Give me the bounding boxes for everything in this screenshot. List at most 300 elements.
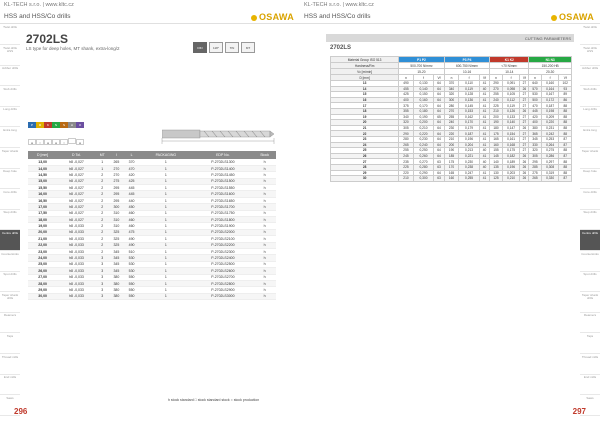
cut-cell: 570 xyxy=(529,86,541,92)
cut-cell: 0,170 xyxy=(459,120,480,126)
table-cell: 1 xyxy=(139,197,192,203)
table-cell: 1 xyxy=(139,268,192,274)
cut-cell: 65 xyxy=(434,114,444,120)
column-header: l xyxy=(109,151,124,159)
table-cell: 325 xyxy=(109,229,124,235)
cut-cell: 130 xyxy=(490,170,502,176)
table-cell: 18,00 xyxy=(28,217,57,223)
table-cell: h8 -0,033 xyxy=(57,287,95,293)
table-cell: P-2702LS2400 xyxy=(193,255,254,261)
cut-cell: 27 xyxy=(520,148,529,154)
table-cell: 2 xyxy=(96,185,109,191)
cutting-params-code: 2702LS xyxy=(330,45,352,51)
cut-cell: n xyxy=(444,75,459,81)
cut-cell: 0,175 xyxy=(502,148,520,154)
table-cell: h8 -0,033 xyxy=(57,248,95,254)
cut-cell: 88 xyxy=(559,164,572,170)
topline: KL-TECH s.r.o. | www.kltc.cz xyxy=(304,2,374,8)
cut-cell: 0,240 xyxy=(413,142,434,148)
column-header: L xyxy=(124,151,139,159)
cut-cell: 26 xyxy=(520,176,529,182)
cut-cell: 28 xyxy=(331,164,399,170)
cut-cell: 41 xyxy=(479,136,489,142)
cut-cell: 0,172 xyxy=(541,97,559,103)
table-cell: h xyxy=(253,255,276,261)
table-cell: 1 xyxy=(96,159,109,165)
table-cell: 550 xyxy=(124,287,139,293)
cut-cell: 225 xyxy=(399,164,414,170)
table-cell: 420 xyxy=(124,172,139,178)
cut-cell: 26 xyxy=(520,153,529,159)
cut-cell: 345 xyxy=(529,136,541,142)
product-subtitle: LS type for deep holes, MT shank, extra-long/2 xyxy=(26,46,120,51)
brand-dot-icon xyxy=(251,15,257,21)
side-tab[interactable]: Step drills xyxy=(580,209,600,230)
cut-cell: 275 xyxy=(529,170,541,176)
side-tab[interactable]: Taper shank drills xyxy=(0,292,20,313)
cut-cell: 64 xyxy=(434,97,444,103)
table-cell: 460 xyxy=(124,223,139,229)
cut-cell: 305 xyxy=(399,125,414,131)
side-tab[interactable]: Twist drills HSS xyxy=(580,45,600,66)
cut-cell: 93 xyxy=(559,86,572,92)
table-cell: h8 -0,033 xyxy=(57,242,95,248)
product-title: 2702LS xyxy=(26,32,69,46)
table-cell: 265 xyxy=(109,159,124,165)
side-tab[interactable]: Twist drills HSS xyxy=(0,45,20,66)
table-cell: h xyxy=(253,261,276,267)
dimension-line xyxy=(160,138,276,144)
coating-icon: TiN xyxy=(225,42,239,53)
cut-cell: 320 xyxy=(444,92,459,98)
table-cell: h8 -0,027 xyxy=(57,172,95,178)
brand-logo: OSAWA xyxy=(551,12,594,22)
cut-cell: 255 xyxy=(490,92,502,98)
side-tab[interactable]: Taps xyxy=(0,333,20,354)
table-cell: P-2702LS2500 xyxy=(193,261,254,267)
table-cell: 1 xyxy=(139,159,192,165)
cut-cell: 64 xyxy=(434,86,444,92)
table-cell: h8 -0,033 xyxy=(57,255,95,261)
cut-cell: 0,182 xyxy=(502,153,520,159)
table-cell: h xyxy=(253,287,276,293)
side-tab[interactable]: Taper shank xyxy=(0,148,20,169)
table-cell: 20,00 xyxy=(28,229,57,235)
cut-cell: 0,153 xyxy=(459,108,480,114)
side-tab[interactable]: Stub drills xyxy=(580,86,600,107)
side-tab[interactable]: End mills xyxy=(0,374,20,395)
table-cell: h xyxy=(253,191,276,197)
cut-cell: 300 xyxy=(444,97,459,103)
cutting-params-table xyxy=(330,56,572,182)
column-header: MT xyxy=(96,151,109,159)
material-group-cell: O xyxy=(76,122,84,128)
cut-cell: 0,091 xyxy=(502,81,520,87)
table-row xyxy=(28,293,276,299)
table-cell: 3 xyxy=(96,280,109,286)
table-cell: P-2702LS1700 xyxy=(193,204,254,210)
cut-cell: 445 xyxy=(529,108,541,114)
table-cell: P-2702LS1900 xyxy=(193,223,254,229)
cut-cell: 64 xyxy=(434,142,444,148)
table-cell: h8 -0,027 xyxy=(57,204,95,210)
side-tab[interactable]: Long drills xyxy=(0,106,20,127)
cut-cell: f xyxy=(541,75,559,81)
cut-cell: 0,128 xyxy=(459,92,480,98)
cut-cell: 0,221 xyxy=(459,153,480,159)
cut-cell: 0,297 xyxy=(541,159,559,165)
table-cell: 2 xyxy=(96,242,109,248)
cut-cell: 290 xyxy=(399,131,414,137)
cut-cell: <70 N/mm² xyxy=(490,63,529,69)
side-tab[interactable]: Centre drills xyxy=(0,230,20,251)
table-cell: h xyxy=(253,172,276,178)
cut-cell: 285 xyxy=(529,164,541,170)
cut-cell: 0,136 xyxy=(459,97,480,103)
cut-cell: 0,150 xyxy=(413,92,434,98)
cut-cell: 600-750 N/mm² xyxy=(444,63,490,69)
cut-cell: P3 P4 xyxy=(444,57,490,63)
side-tab[interactable]: Reamers xyxy=(580,312,600,333)
cut-cell: 27 xyxy=(520,131,529,137)
side-tab[interactable]: Core drills xyxy=(580,189,600,210)
cut-cell: 0,270 xyxy=(413,159,434,165)
table-cell: 380 xyxy=(109,280,124,286)
table-cell: 2 xyxy=(96,191,109,197)
cut-cell: 20-30 xyxy=(529,69,572,75)
table-cell: 270 xyxy=(109,172,124,178)
cut-cell: 490 xyxy=(399,81,414,87)
cut-cell: 290 xyxy=(490,81,502,87)
cut-cell: 0,330 xyxy=(541,176,559,182)
cut-cell: 0,187 xyxy=(541,103,559,109)
column-header: Stock xyxy=(253,151,276,159)
table-cell: 300 xyxy=(109,204,124,210)
material-group-cell: H xyxy=(68,122,76,128)
cut-cell: 640 xyxy=(529,81,541,87)
cut-cell: 0,119 xyxy=(459,86,480,92)
table-cell: P-2702LS1600 xyxy=(193,191,254,197)
cut-cell: 27 xyxy=(520,97,529,103)
cut-cell: 240 xyxy=(444,120,459,126)
table-cell: 310 xyxy=(109,217,124,223)
table-cell: 550 xyxy=(124,293,139,299)
table-cell: 14,00 xyxy=(28,165,57,171)
cut-cell: 26 xyxy=(520,108,529,114)
cut-cell: 87 xyxy=(559,142,572,148)
cut-cell: 63 xyxy=(434,159,444,165)
table-cell: h xyxy=(253,293,276,299)
table-cell: h8 -0,033 xyxy=(57,268,95,274)
cut-cell: 0,119 xyxy=(502,103,520,109)
cut-cell: 0,300 xyxy=(413,176,434,182)
cut-cell: 40 xyxy=(479,159,489,165)
cut-cell: 220 xyxy=(444,131,459,137)
material-group-cell: M xyxy=(36,122,44,128)
side-tab[interactable]: Deep hole xyxy=(580,168,600,189)
table-cell: h xyxy=(253,217,276,223)
cut-cell: 88 xyxy=(559,108,572,114)
cut-cell: 88 xyxy=(559,103,572,109)
cut-cell: 165 xyxy=(444,170,459,176)
table-cell: P-2702LS1800 xyxy=(193,217,254,223)
cut-cell: 0,112 xyxy=(502,97,520,103)
cut-cell: 175 xyxy=(490,131,502,137)
cut-cell: f xyxy=(502,75,520,81)
cut-cell: 88 xyxy=(559,170,572,176)
cut-cell: 160 xyxy=(490,142,502,148)
cut-cell: 18 xyxy=(331,108,399,114)
cut-cell: 280 xyxy=(444,103,459,109)
table-cell: h xyxy=(253,165,276,171)
cut-cell: 89 xyxy=(559,92,572,98)
side-tab[interactable]: Countersinks xyxy=(580,251,600,272)
cut-cell: 26 xyxy=(520,164,529,170)
table-cell: 17,50 xyxy=(28,210,57,216)
header-bar xyxy=(0,10,300,24)
stock-legend: h stock standard □ stock standard stock ○ stock production xyxy=(168,398,260,402)
cut-cell: 0,198 xyxy=(541,108,559,114)
page-number: 296 xyxy=(14,407,28,416)
table-cell: P-2702LS1650 xyxy=(193,197,254,203)
cut-cell: 29 xyxy=(331,170,399,176)
side-tab[interactable]: Twist drills xyxy=(0,24,20,45)
cut-cell: 0,308 xyxy=(541,164,559,170)
side-tab[interactable]: Saws xyxy=(580,395,600,416)
table-cell: h8 -0,033 xyxy=(57,274,95,280)
side-tab[interactable]: Taps xyxy=(580,333,600,354)
cut-cell: 0,105 xyxy=(502,92,520,98)
cut-cell: 15-20 xyxy=(399,69,445,75)
table-cell: 1 xyxy=(139,210,192,216)
cut-cell: 0,264 xyxy=(541,142,559,148)
material-group-cell: S xyxy=(60,122,68,128)
cut-cell: 41 xyxy=(479,108,489,114)
cut-cell: 0,190 xyxy=(413,114,434,120)
cut-cell: 0,220 xyxy=(541,120,559,126)
standard-icon: DIN xyxy=(193,42,207,53)
side-tab[interactable]: Jobber drills xyxy=(580,65,600,86)
cut-cell: 0,210 xyxy=(413,125,434,131)
side-tab[interactable]: Spot drills xyxy=(0,271,20,292)
side-tab[interactable]: Reamers xyxy=(0,312,20,333)
cut-cell: 0,154 xyxy=(502,131,520,137)
table-cell: 490 xyxy=(124,236,139,242)
table-cell: 370 xyxy=(124,159,139,165)
cut-cell: 0,170 xyxy=(413,103,434,109)
drill-shank xyxy=(162,130,200,138)
cut-cell: Vf xyxy=(434,75,444,81)
cut-cell: 425 xyxy=(399,92,414,98)
table-cell: P-2702LS2600 xyxy=(193,268,254,274)
table-cell: 1 xyxy=(96,165,109,171)
cut-cell: 41 xyxy=(479,120,489,126)
side-tab[interactable]: Countersinks xyxy=(0,251,20,272)
cut-cell: 27 xyxy=(520,103,529,109)
cut-cell: 0,255 xyxy=(459,176,480,182)
table-cell: h8 -0,033 xyxy=(57,223,95,229)
cut-cell: 0,275 xyxy=(541,148,559,154)
cut-cell: 255 xyxy=(444,114,459,120)
side-tab[interactable]: Deep hole xyxy=(0,168,20,189)
cut-cell: 10-16 xyxy=(444,69,490,75)
table-cell: h xyxy=(253,248,276,254)
cut-cell: 0,290 xyxy=(413,170,434,176)
table-cell: 345 xyxy=(109,255,124,261)
cut-label: Vc [m/min] xyxy=(331,69,399,75)
table-cell: 1 xyxy=(139,255,192,261)
material-rating-cell: ● xyxy=(44,139,52,145)
table-cell: 1 xyxy=(139,274,192,280)
side-tab[interactable]: Thread mills xyxy=(580,354,600,375)
table-cell: 1 xyxy=(139,185,192,191)
side-tab[interactable]: Stub drills xyxy=(0,86,20,107)
cut-cell: 64 xyxy=(434,153,444,159)
cut-cell: 27 xyxy=(520,120,529,126)
cut-cell: 0,160 xyxy=(541,81,559,87)
side-tab[interactable]: Jobber drills xyxy=(0,65,20,86)
cut-cell: 340 xyxy=(399,114,414,120)
cut-cell: 365 xyxy=(529,131,541,137)
cut-cell: 160 xyxy=(444,176,459,182)
table-cell: 13,00 xyxy=(28,159,57,165)
topline: KL-TECH s.r.o. | www.kltc.cz xyxy=(4,2,74,8)
table-cell: 1 xyxy=(139,204,192,210)
table-cell: 25,00 xyxy=(28,261,57,267)
column-header: D Tol. xyxy=(57,151,95,159)
table-cell: P-2702LS2800 xyxy=(193,280,254,286)
cut-cell: 165 xyxy=(490,136,502,142)
table-cell: 2 xyxy=(96,172,109,178)
cut-cell: 340 xyxy=(444,86,459,92)
table-cell: P-2702LS1400 xyxy=(193,165,254,171)
table-cell: 16,00 xyxy=(28,191,57,197)
cut-cell: 40 xyxy=(479,164,489,170)
table-cell: h8 -0,027 xyxy=(57,159,95,165)
side-tab[interactable]: Saws xyxy=(0,395,20,416)
side-tab[interactable]: Step drills xyxy=(0,209,20,230)
cut-cell: 265 xyxy=(529,176,541,182)
table-cell: h xyxy=(253,268,276,274)
cut-cell: 230 xyxy=(444,125,459,131)
cut-cell: 10-14 xyxy=(490,69,529,75)
table-cell: h xyxy=(253,229,276,235)
table-cell: 29,00 xyxy=(28,287,57,293)
cut-cell: 41 xyxy=(479,114,489,120)
table-cell: 27,00 xyxy=(28,274,57,280)
cut-cell: 41 xyxy=(479,176,489,182)
table-cell: 2 xyxy=(96,204,109,210)
cut-cell: 0,168 xyxy=(502,142,520,148)
cut-cell: 0,238 xyxy=(459,164,480,170)
cut-cell: 0,098 xyxy=(502,86,520,92)
side-tab[interactable]: Extra long xyxy=(580,127,600,148)
cut-cell: 0,126 xyxy=(502,108,520,114)
cut-cell: 88 xyxy=(559,125,572,131)
side-tab[interactable]: Long drills xyxy=(580,106,600,127)
cut-label: Material Group ISO 513 xyxy=(331,57,399,63)
side-tab[interactable]: End mills xyxy=(580,374,600,395)
table-cell: h8 -0,033 xyxy=(57,261,95,267)
cut-cell: 27 xyxy=(520,81,529,87)
column-header: PACKAGING xyxy=(139,151,192,159)
table-cell: 2 xyxy=(96,210,109,216)
cut-label: Hardness/Rm xyxy=(331,63,399,69)
cut-cell: 27 xyxy=(520,114,529,120)
table-cell: 310 xyxy=(109,223,124,229)
cut-cell: 145 xyxy=(490,153,502,159)
cut-cell: 200 xyxy=(490,114,502,120)
cut-cell: 500-700 N/mm² xyxy=(399,63,445,69)
cut-cell: 87 xyxy=(559,153,572,159)
table-cell: h xyxy=(253,197,276,203)
cut-cell: 125 xyxy=(490,176,502,182)
table-cell: 295 xyxy=(109,185,124,191)
side-tab[interactable]: Taper shank xyxy=(580,148,600,169)
table-cell: 3 xyxy=(96,268,109,274)
side-tab[interactable]: Centre drills xyxy=(580,230,600,251)
material-group-cell: P xyxy=(28,122,36,128)
cut-cell: 63 xyxy=(434,176,444,182)
material-group-cell: N xyxy=(52,122,60,128)
table-cell: 550 xyxy=(124,280,139,286)
cut-cell: 175 xyxy=(444,159,459,165)
cut-cell: 19 xyxy=(331,114,399,120)
cut-cell: 40 xyxy=(479,148,489,154)
table-cell: 510 xyxy=(124,248,139,254)
table-cell: 445 xyxy=(124,185,139,191)
cut-cell: Vf xyxy=(520,75,529,81)
cut-cell: 190 xyxy=(490,120,502,126)
table-cell: 24,00 xyxy=(28,255,57,261)
column-header: D [mm] xyxy=(28,151,57,159)
cut-cell: 530 xyxy=(529,92,541,98)
side-tab[interactable]: Thread mills xyxy=(0,354,20,375)
cut-cell: 41 xyxy=(479,97,489,103)
side-tab[interactable]: Twist drills xyxy=(580,24,600,45)
cut-cell: 0,242 xyxy=(541,131,559,137)
cut-cell: 210 xyxy=(444,136,459,142)
table-cell: 1 xyxy=(139,293,192,299)
side-tab[interactable]: Core drills xyxy=(0,189,20,210)
table-cell: 325 xyxy=(109,236,124,242)
table-cell: h8 -0,027 xyxy=(57,210,95,216)
table-cell: 17,00 xyxy=(28,204,57,210)
cut-cell: 0,280 xyxy=(413,164,434,170)
cut-cell: 200 xyxy=(444,142,459,148)
table-cell: 2 xyxy=(96,236,109,242)
table-cell: 345 xyxy=(109,261,124,267)
angle-icon: 118° xyxy=(209,42,223,53)
cut-cell: 41 xyxy=(479,131,489,137)
cut-cell: 0,209 xyxy=(541,114,559,120)
side-tab[interactable]: Extra long xyxy=(0,127,20,148)
cut-cell: 88 xyxy=(559,148,572,154)
table-cell: 490 xyxy=(124,242,139,248)
table-cell: P-2702LS2000 xyxy=(193,229,254,235)
cut-cell: 0,145 xyxy=(459,103,480,109)
cut-cell: 26 xyxy=(331,153,399,159)
table-cell: 295 xyxy=(109,191,124,197)
cut-cell: 64 xyxy=(434,170,444,176)
cut-cell: 370 xyxy=(444,81,459,87)
cut-cell: 88 xyxy=(559,114,572,120)
side-tab[interactable]: Spot drills xyxy=(580,271,600,292)
cut-data-row xyxy=(331,176,572,182)
cut-cell: Vf xyxy=(479,75,489,81)
side-tab[interactable]: Taper shank drills xyxy=(580,292,600,313)
table-cell: 440 xyxy=(124,197,139,203)
